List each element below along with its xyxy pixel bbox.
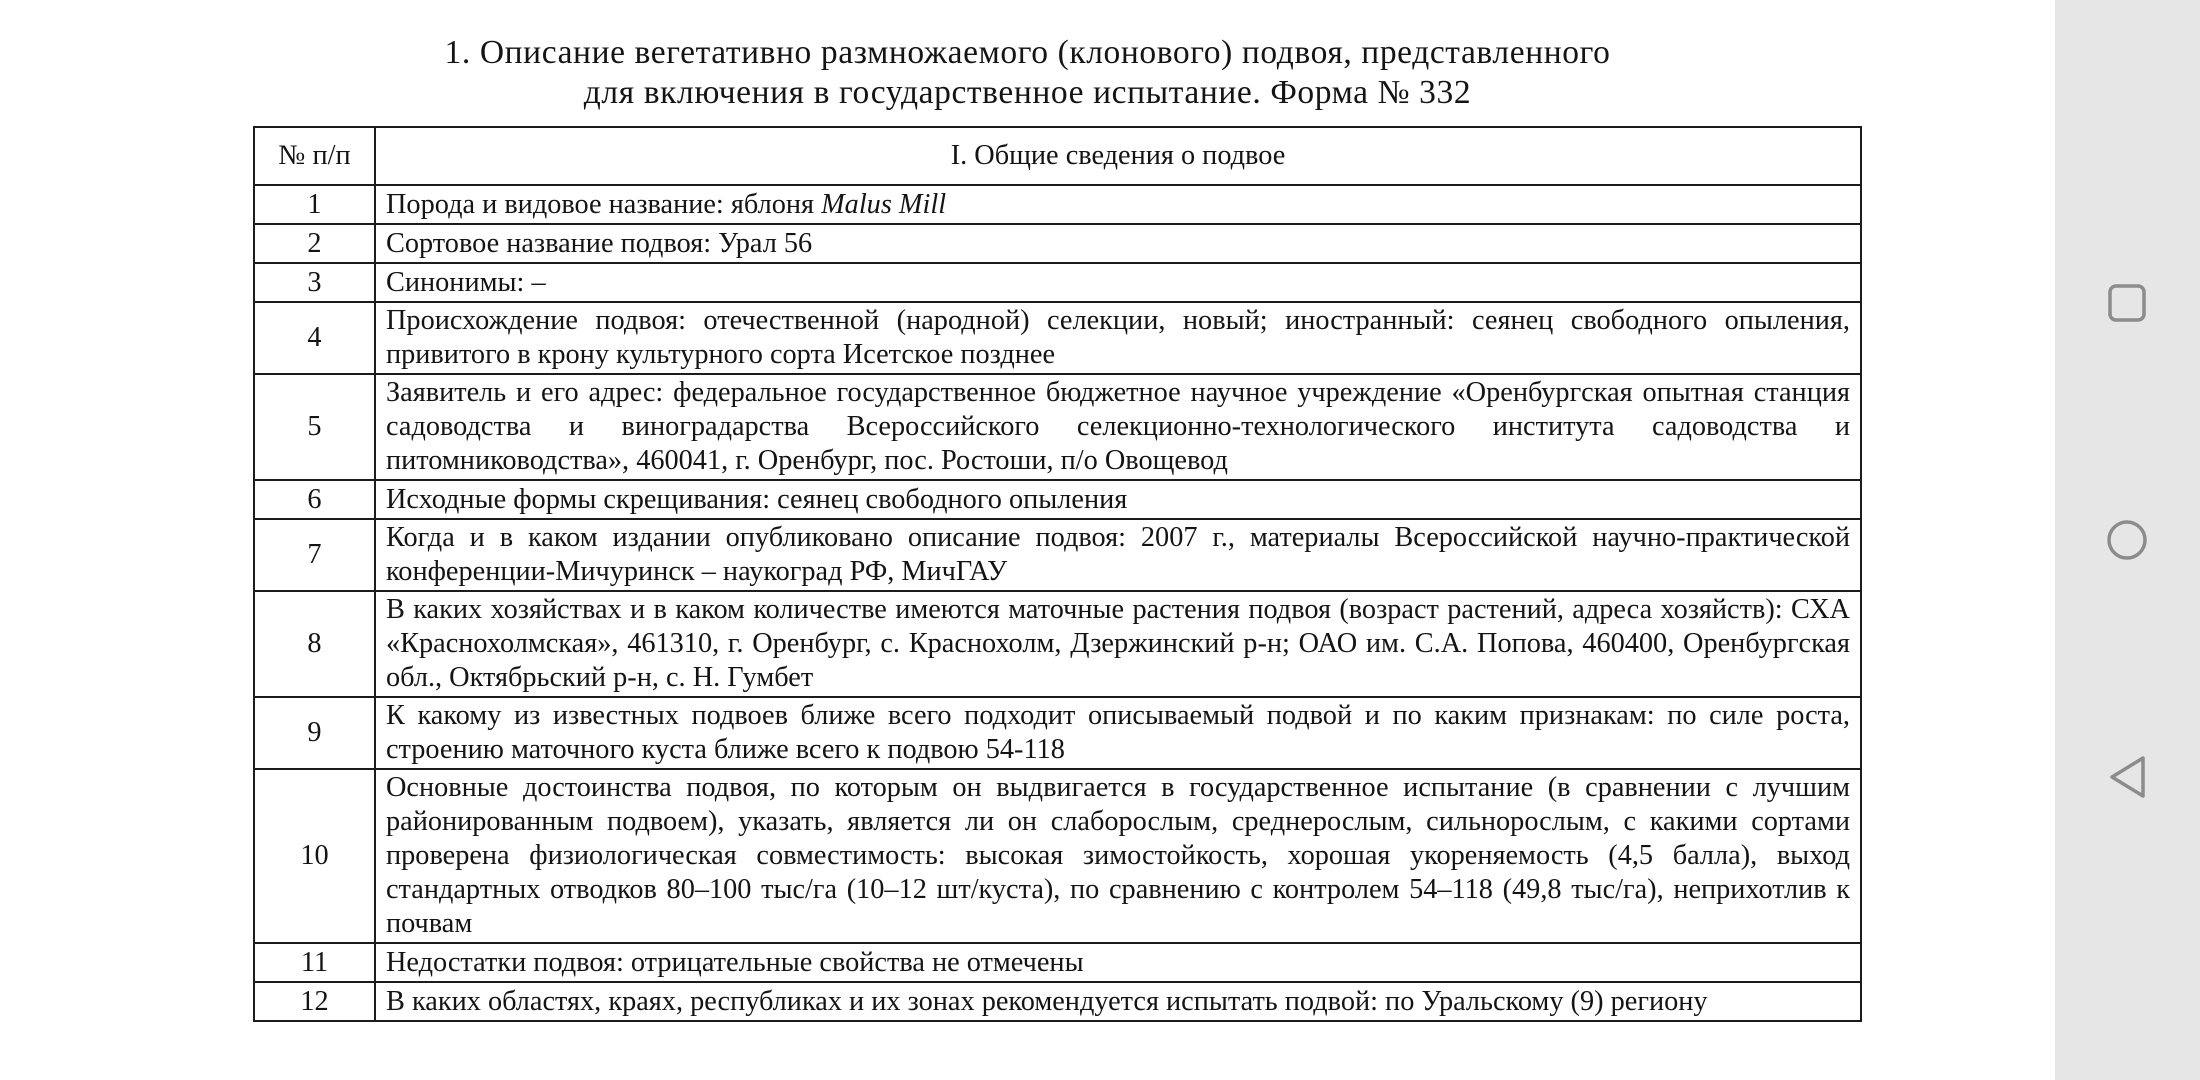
- row-text: В каких хозяйствах и в каком количестве имеются маточные растения подвоя (возраст растений, адреса хозяйств): СХА «Краснохолмская», 461310, г. Оренбург, с. Краснохолм, Дзержинский р-н; ОАО им. С.А. Попова, 460400, Оренбургская обл., Октябрьский р-н, с. Н. Гумбет: [375, 591, 1861, 697]
- table-row: [254, 591, 1861, 697]
- back-button[interactable]: [2102, 752, 2152, 802]
- row-text: Синонимы: –: [375, 263, 1861, 302]
- row-number: 12: [254, 982, 375, 1021]
- row-text-italic: Malus Mill: [821, 188, 947, 220]
- row-number: 1: [254, 185, 375, 224]
- row-text: Когда и в каком издании опубликовано описание подвоя: 2007 г., материалы Всероссийской научно-практической конференции-Мичуринск – наукоград РФ, МичГАУ: [375, 519, 1861, 591]
- row-text: Происхождение подвоя: отечественной (народной) селекции, новый; иностранный: сеянец свободного опыления, привитого в крону культурного сорта Исетское позднее: [375, 302, 1861, 374]
- row-number: 3: [254, 263, 375, 302]
- table-row: [254, 943, 1861, 982]
- row-number: 9: [254, 697, 375, 769]
- row-text-plain: Порода и видовое название: яблоня: [386, 188, 822, 220]
- square-icon: [2107, 283, 2147, 323]
- table-row: [254, 519, 1861, 591]
- system-navigation-bar: [2055, 0, 2200, 1080]
- header-section-title: I. Общие сведения о подвое: [375, 127, 1861, 185]
- rootstock-form-table: [253, 126, 1862, 1022]
- row-text: Недостатки подвоя: отрицательные свойства не отмечены: [375, 943, 1861, 982]
- recent-apps-button[interactable]: [2102, 278, 2152, 328]
- table-row: [254, 263, 1861, 302]
- home-button[interactable]: [2102, 515, 2152, 565]
- row-number: 11: [254, 943, 375, 982]
- table-row: [254, 185, 1861, 224]
- row-text: Основные достоинства подвоя, по которым он выдвигается в государственное испытание (в сравнении с лучшим районированным подвоем), указать, является ли он слаборослым, среднерослым, сильнорослым, с какими сортами проверена физиологическая совместимость: высокая зимостойкость, хорошая укореняемость (4,5 балла), выход стандартных отводков 80–100 тыс/га (10–12 шт/куста), по сравнению с контролем 54–118 (49,8 тыс/га), неприхотлив к почвам: [375, 769, 1861, 943]
- row-number: 8: [254, 591, 375, 697]
- row-text: Исходные формы скрещивания: сеянец свободного опыления: [375, 480, 1861, 519]
- table-row: [254, 480, 1861, 519]
- circle-icon: [2105, 518, 2149, 562]
- table-row: [254, 769, 1861, 943]
- triangle-back-icon: [2107, 754, 2147, 800]
- table-row: [254, 697, 1861, 769]
- row-number: 4: [254, 302, 375, 374]
- table-row: [254, 302, 1861, 374]
- header-number: № п/п: [254, 127, 375, 185]
- table-row: [254, 982, 1861, 1021]
- table-row: [254, 374, 1861, 480]
- row-text: Заявитель и его адрес: федеральное государственное бюджетное научное учреждение «Оренбургская опытная станция садоводства и виноградарства Всероссийского селекционно-технологического института садоводства и питомниководства», 460041, г. Оренбург, пос. Ростоши, п/о Овощевод: [375, 374, 1861, 480]
- row-text: В каких областях, краях, республиках и их зонах рекомендуется испытать подвой: по Уральскому (9) региону: [375, 982, 1861, 1021]
- document-title: [0, 33, 2055, 113]
- row-number: 2: [254, 224, 375, 263]
- table-header-row: [254, 127, 1861, 185]
- row-number: 5: [254, 374, 375, 480]
- row-number: 10: [254, 769, 375, 943]
- table-row: [254, 224, 1861, 263]
- row-text: [375, 185, 1861, 224]
- row-text: Сортовое название подвоя: Урал 56: [375, 224, 1861, 263]
- row-number: 7: [254, 519, 375, 591]
- title-line-2: для включения в государственное испытание. Форма № 332: [583, 74, 1472, 111]
- row-number: 6: [254, 480, 375, 519]
- title-line-1: 1. Описание вегетативно размножаемого (клонового) подвоя, представленного: [444, 34, 1611, 71]
- row-text: К какому из известных подвоев ближе всего подходит описываемый подвой и по каким признакам: по силе роста, строению маточного куста ближе всего к подвою 54-118: [375, 697, 1861, 769]
